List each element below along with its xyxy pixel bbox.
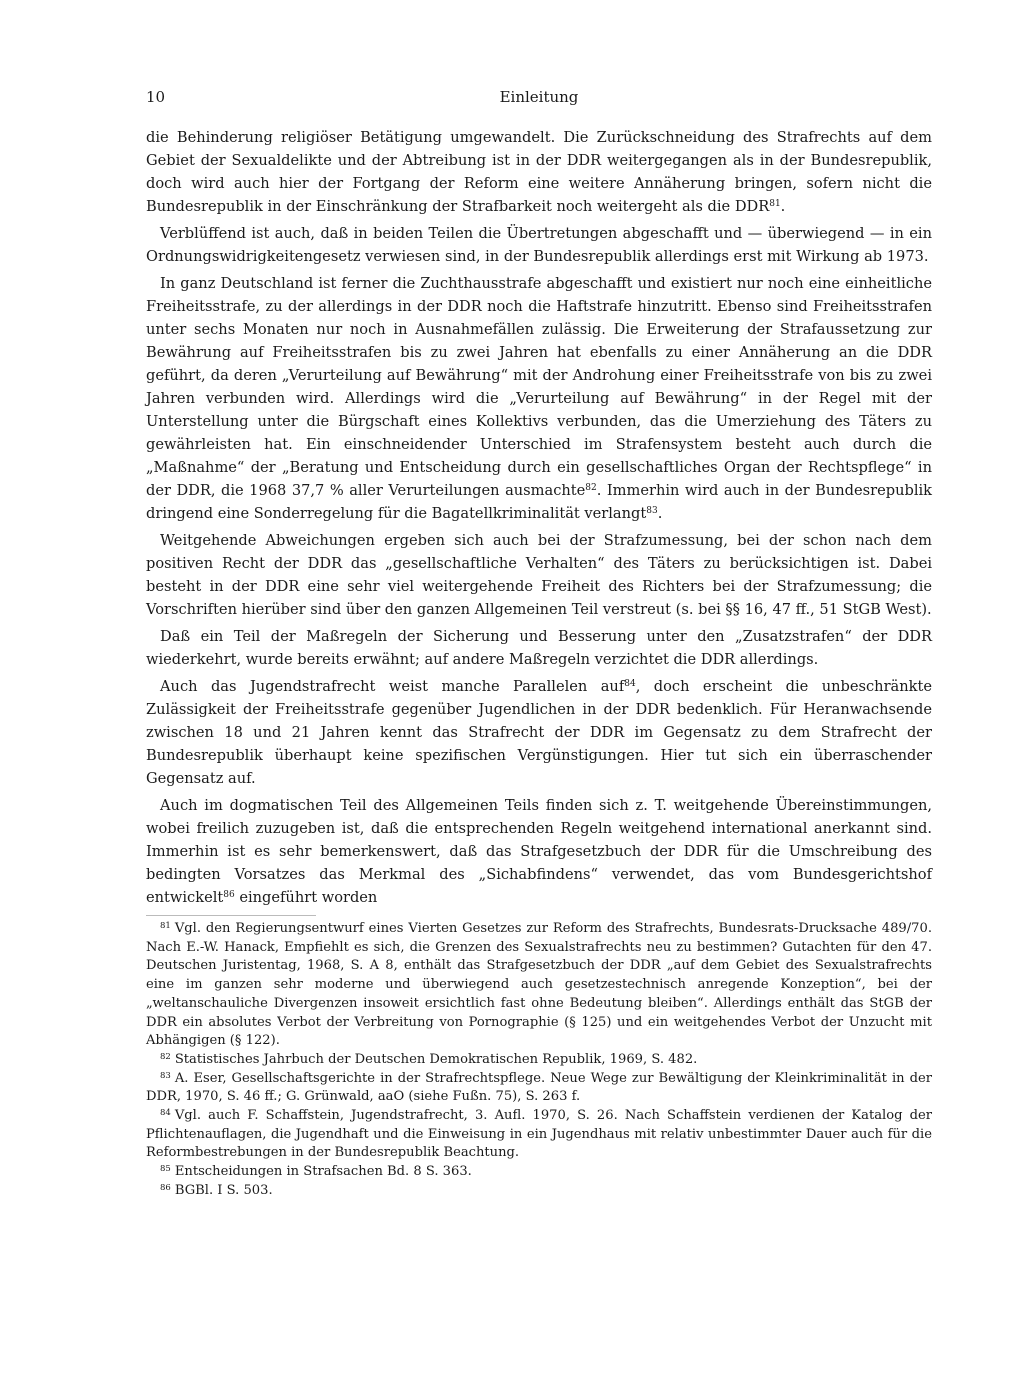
paragraph: Auch im dogmatischen Teil des Allgemeinen Teils finden sich z. T. weitgehende Übereinstimmungen, wobei freilich zuzugeben ist, daß die entsprechenden Regeln weitgehend international anerkannt sind. Immerhin ist es sehr bemerkenswert, daß das Strafgesetzbuch der DDR für die Umschreibung des bedingten Vorsatzes das Merkmal des „Sichabfindens“ verwendet, das vom Bundesgerichtshof entwickelt$^{86}$ eingeführt worden xyxy=(146,797,932,906)
paragraph: Verblüffend ist auch, daß in beiden Teilen die Übertretungen abgeschafft und — überwiegend — in ein Ordnungswidrigkeitengesetz verwiesen sind, in der Bundesrepublik allerdings erst mit Wirkung ab 1973. xyxy=(146,225,932,265)
footnote-ref: 83 xyxy=(646,506,658,516)
paragraph: Auch das Jugendstrafrecht weist manche Parallelen auf$^{84}$, doch erscheint die unbeschränkte Zulässigkeit der Freiheitsstrafe gegenüber Jugendlichen in der DDR bedenklich. Für Heranwachsende zwischen 18 und 21 Jahren kennt das Strafrecht der DDR im Gegensatz zu dem Strafrecht der Bundesrepublik überhaupt keine spezifischen Vergünstigungen. Hier tut sich ein überraschender Gegensatz auf. xyxy=(146,678,932,787)
footnote: $^{84}$ Vgl. auch F. Schaffstein, Jugendstrafrecht, 3. Aufl. 1970, S. 26. Nach Schaffstein verdienen der Katalog der Pflichtenauflagen, die Jugendhaft und die Einweisung in ein Jugendhaus mit relativ unbestimmter Dauer auch für die Reformbestrebungen in der Bundesrepublik Beachtung. xyxy=(146,1108,932,1161)
paragraph: Daß ein Teil der Maßregeln der Sicherung und Besserung unter den „Zusatzstrafen“ der DDR wiederkehrt, wurde bereits erwähnt; auf andere Maßregeln verzichtet die DDR allerdings. xyxy=(146,628,932,668)
running-head: Einleitung xyxy=(499,88,579,106)
page-header xyxy=(146,88,932,112)
footnote: $^{86}$ BGBl. I S. 503. xyxy=(160,1182,273,1198)
footnote-ref: 84 xyxy=(624,679,636,689)
paragraph: In ganz Deutschland ist ferner die Zuchthausstrafe abgeschafft und existiert nur noch eine einheitliche Freiheitsstrafe, zu der allerdings in der DDR noch die Haftstrafe hinzutritt. Ebenso sind Freiheitsstrafen unter sechs Monaten nur noch in Ausnahmefällen zulässig. Die Erweiterung der Strafaussetzung zur Bewährung auf Freiheitsstrafen bis zu zwei Jahren hat ebenfalls zu einer Annäherung an die DDR geführt, da deren „Verurteilung auf Bewährung“ mit der Androhung einer Freiheitsstrafe von bis zu zwei Jahren verbunden wird. Allerdings wird die „Verurteilung auf Bewährung“ in der Regel mit der Unterstellung unter die Bürgschaft eines Kollektivs verbunden, das die Umerziehung des Täters zu gewährleisten hat. Ein einschneidender Unterschied im Strafensystem besteht auch durch die „Maßnahme“ der „Beratung und Entscheidung durch ein gesellschaftliches Organ der Rechtspflege“ in der DDR, die 1968 37,7 % aller Verurteilungen ausmachte$^{82}$. Immerhin wird auch in der Bundesrepublik dringend eine Sonderregelung für die Bagatellkriminalität verlangt$^{83}$. xyxy=(146,275,932,522)
body-text xyxy=(146,126,932,909)
footnote-ref: 82 xyxy=(585,483,597,493)
footnote: $^{83}$ A. Eser, Gesellschaftsgerichte in der Strafrechtspflege. Neue Wege zur Bewältigung der Kleinkriminalität in der DDR, 1970, S. 46 ff.; G. Grünwald, aaO (siehe Fußn. 75), S. 263 f. xyxy=(146,1070,932,1105)
paragraph: die Behinderung religiöser Betätigung umgewandelt. Die Zurückschneidung des Strafrechts auf dem Gebiet der Sexualdelikte und der Abtreibung ist in der DDR weitergegangen als in der Bundesrepublik, doch wird auch hier der Fortgang der Reform eine weitere Annäherung bringen, sofern nicht die Bundesrepublik in der Einschränkung der Strafbarkeit noch weitergeht als die DDR$^{81}$. xyxy=(146,129,932,215)
footnotes xyxy=(146,920,932,1201)
paragraph: Weitgehende Abweichungen ergeben sich auch bei der Strafzumessung, bei der schon nach dem positiven Recht der DDR das „gesellschaftliche Verhalten“ des Täters zu berücksichtigen ist. Dabei besteht in der DDR eine sehr viel weitergehende Freiheit des Richters bei der Strafzumessung; die Vorschriften hierüber sind über den ganzen Allgemeinen Teil verstreut (s. bei §§ 16, 47 ff., 51 StGB West). xyxy=(146,532,932,618)
page xyxy=(146,88,932,1201)
footnote-ref: 81 xyxy=(769,199,781,209)
footnote: $^{85}$ Entscheidungen in Strafsachen Bd. 8 S. 363. xyxy=(160,1164,472,1180)
footnote: $^{82}$ Statistisches Jahrbuch der Deutschen Demokratischen Republik, 1969, S. 482. xyxy=(160,1051,698,1067)
footnote: $^{81}$ Vgl. den Regierungsentwurf eines Vierten Gesetzes zur Reform des Strafrechts, Bundesrats-Drucksache 489/70. Nach E.-W. Hanack, Empfiehlt es sich, die Grenzen des Sexualstrafrechts neu zu bestimmen? Gutachten für den 47. Deutschen Juristentag, 1968, S. A 8, enthält das Strafgesetzbuch der DDR „auf dem Gebiet des Sexualstrafrechts eine im ganzen sehr moderne und überwiegend auch gesetzestechnisch anregende Konzeption“, bei der „weltanschauliche Divergenzen insoweit ersichtlich fast ohne Bedeutung bleiben“. Allerdings enthält das StGB der DDR ein absolutes Verbot der Verbreitung von Pornographie (§ 125) und ein weitgehendes Verbot der Unzucht mit Abhängigen (§ 122). xyxy=(146,921,932,1049)
footnote-ref: 86 xyxy=(223,890,235,900)
page-number: 10 xyxy=(146,88,166,106)
footnote-rule xyxy=(146,915,316,916)
